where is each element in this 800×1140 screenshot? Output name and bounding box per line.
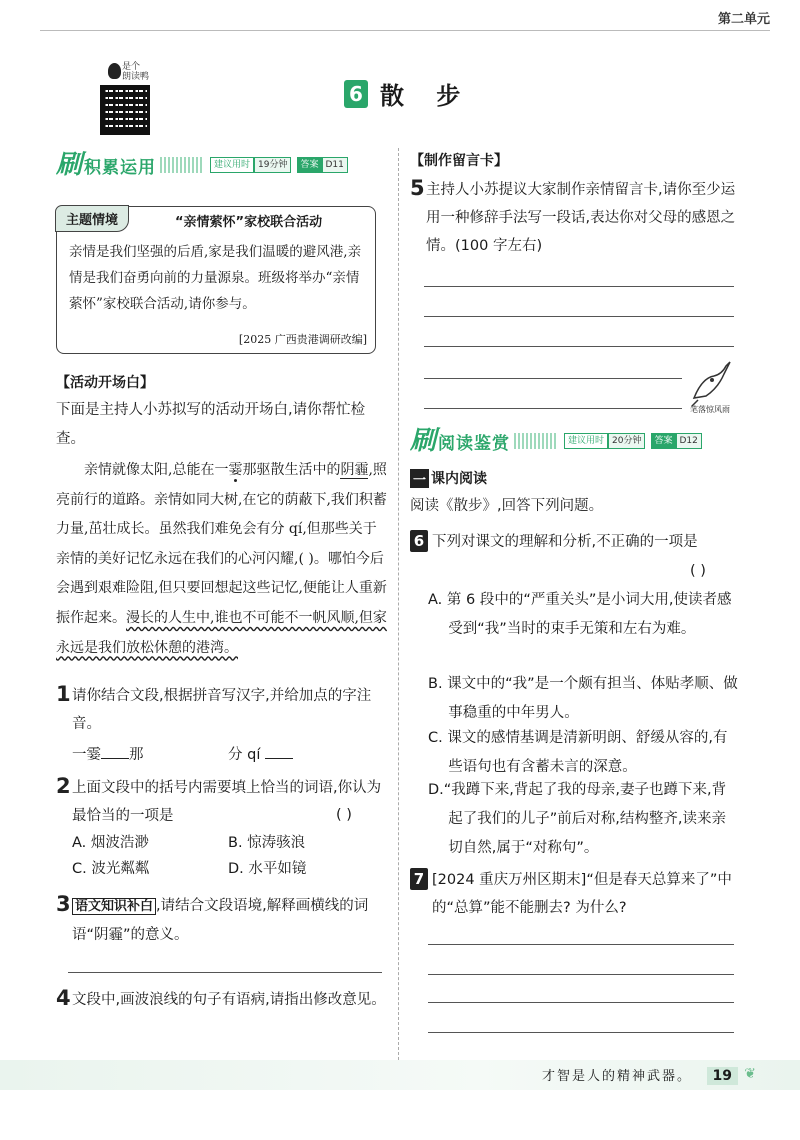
top-rule: [40, 30, 770, 31]
section-name: 积累运用: [84, 157, 157, 178]
theme-tab: 主题情境: [55, 205, 129, 232]
q6-text: 下列对课文的理解和分析,不正确的一项是: [432, 534, 698, 550]
q3-answer-line[interactable]: [68, 972, 382, 973]
q5-line-1[interactable]: [424, 286, 734, 287]
qr-label: 是个 朗读鸭: [100, 62, 156, 82]
underlined-word: 阴霾: [340, 462, 369, 478]
shua-logo: 刷: [56, 150, 83, 180]
q1-item-b: 分 qí: [228, 742, 293, 768]
question-5: [410, 176, 740, 260]
time-value-2: 20分钟: [608, 433, 645, 449]
q3-number: 3: [56, 892, 71, 916]
q2-text: 上面文段中的括号内需要填上恰当的词语,你认为最恰当的一项是: [72, 780, 382, 824]
q7-line-2[interactable]: [428, 974, 734, 975]
q5-line-4[interactable]: [424, 378, 682, 379]
time-label: 建议用时: [210, 157, 254, 173]
q6-option-b[interactable]: B. 课文中的“我”是一个颇有担当、体贴孝顺、做事稳重的中年男人。: [428, 676, 738, 721]
q7-number: 7: [410, 868, 428, 890]
stripe-decoration: [160, 157, 204, 173]
knowledge-box: 语文知识补白: [72, 898, 156, 915]
card-heading: 【制作留言卡】: [410, 153, 508, 169]
lesson-number: 6: [344, 80, 368, 108]
q4-number: 4: [56, 986, 71, 1010]
column-divider: [398, 148, 399, 1070]
section-reading-header: [410, 428, 702, 454]
qr-code[interactable]: [100, 85, 150, 135]
section-accumulate-header: [56, 152, 348, 178]
q6-paren[interactable]: ( ): [690, 563, 706, 579]
stripe-decoration-2: [514, 433, 558, 449]
opening-passage: 亲情就像太阳,总能在一霎那驱散生活中的阴霾,照亮前行的道路。亲情如同大树,在它的荫蔽下,我们积蓄力量,茁壮成长。虽然我们难免会有分 qí,但那些关于亲情的美好记忆永远在我们的心河闪耀,( )。哪怕今后会遇到艰难险阻,但只要回想起这些记忆,便能让人重新振作起来。漫长的人生中,谁也不可能不一帆风顺,但家永远是我们放松休憩的港湾。: [56, 462, 387, 656]
theme-box: [56, 206, 376, 354]
reading-instruction: 阅读《散步》,回答下列问题。: [410, 498, 604, 514]
q1-blank-a[interactable]: [101, 758, 129, 759]
q1-blank-b[interactable]: [265, 758, 293, 759]
qr-widget[interactable]: [100, 62, 156, 135]
q5-text: 主持人小苏提议大家制作亲情留言卡,请你至少运用一种修辞手法写一段话,表达你对父母的感恩之情。(100 字左右): [426, 182, 736, 254]
opening-heading: 【活动开场白】: [56, 375, 154, 391]
opening-intro: 下面是主持人小苏拟写的活动开场白,请你帮忙检查。: [56, 402, 366, 447]
q5-line-5[interactable]: [424, 408, 682, 409]
time-value: 19分钟: [254, 157, 291, 173]
q7-line-1[interactable]: [428, 944, 734, 945]
reading-heading: 一 课内阅读: [410, 468, 487, 488]
q2-option-c[interactable]: C. 波光粼粼: [72, 861, 150, 877]
reading-mark: 一: [410, 469, 429, 488]
answer-label: 答案: [297, 157, 321, 173]
lesson-name: 散 步: [380, 81, 473, 110]
answer-label-2: 答案: [651, 433, 675, 449]
time-label-2: 建议用时: [564, 433, 608, 449]
page-number: 19: [707, 1067, 738, 1085]
q5-line-2[interactable]: [424, 316, 734, 317]
q2-option-a[interactable]: A. 烟波浩渺: [72, 835, 149, 851]
wavy-sentence: 漫长的人生中,谁也不可能不一帆风顺,但家永远是我们放松休憩的港湾。: [56, 609, 387, 656]
q1-item-a: 一霎 那: [72, 747, 144, 763]
section-name-2: 阅读鉴赏: [438, 433, 511, 454]
question-4: [56, 986, 388, 1014]
q2-number: 2: [56, 774, 71, 798]
question-6: [410, 528, 740, 556]
q1-number: 1: [56, 682, 71, 706]
theme-source: [2025 广西贵港调研改编]: [238, 333, 367, 346]
q2-option-b[interactable]: B. 惊涛骇浪: [228, 835, 306, 851]
q4-text: 文段中,画波浪线的句子有语病,请指出修改意见。: [72, 992, 386, 1008]
theme-body: 亲情是我们坚强的后盾,家是我们温暖的避风港,亲情是我们奋勇向前的力量源泉。班级将举办“亲情萦怀”家校联合活动,请你参与。: [69, 244, 362, 312]
theme-title: “亲情萦怀”家校联合活动: [175, 215, 323, 230]
duck-icon: [108, 63, 121, 79]
answer-value-2: D12: [676, 433, 702, 449]
question-3: [56, 892, 388, 949]
unit-label: 第二单元: [717, 12, 770, 27]
question-1: [56, 682, 388, 738]
q7-text: [2024 重庆万州区期末]“但是春天总算来了”中的“总算”能不能删去? 为什么?: [432, 872, 732, 916]
q5-number: 5: [410, 176, 425, 200]
q6-option-a[interactable]: A. 第 6 段中的“严重关头”是小词大用,使读者感受到“我”当时的束手无策和左右为难。: [428, 592, 732, 637]
q7-line-3[interactable]: [428, 1002, 734, 1003]
q1-text: 请你结合文段,根据拼音写汉字,并给加点的字注音。: [72, 688, 372, 732]
deco-caption: 笔落惊风雨: [690, 405, 730, 414]
shua-logo-2: 刷: [410, 426, 437, 456]
q2-option-d[interactable]: D. 水平如镜: [228, 861, 307, 877]
q6-option-c[interactable]: C. 课文的感情基调是清新明朗、舒缓从容的,有些语句也有含蓄未言的深意。: [428, 730, 728, 775]
answer-value: D11: [322, 157, 348, 173]
q2-paren[interactable]: ( ): [336, 807, 352, 823]
question-7: [410, 866, 740, 922]
q6-option-d[interactable]: D.“我蹲下来,背起了我的母亲,妻子也蹲下来,背起了我们的儿子”前后对称,结构整齐,读来亲切自然,属于“对称句”。: [428, 782, 727, 856]
q3-text: ,请结合文段语境,解释画横线的词语“阴霾”的意义。: [72, 898, 369, 943]
q5-line-3[interactable]: [424, 346, 734, 347]
q7-line-4[interactable]: [428, 1032, 734, 1033]
lesson-title: [344, 76, 472, 111]
dotted-char: 霎: [228, 462, 243, 478]
bird-pen-icon: [688, 358, 734, 408]
leaf-icon: ❦: [744, 1066, 756, 1082]
q6-number: 6: [410, 530, 428, 552]
footer-motto: 才智是人的精神武器。: [541, 1069, 692, 1084]
